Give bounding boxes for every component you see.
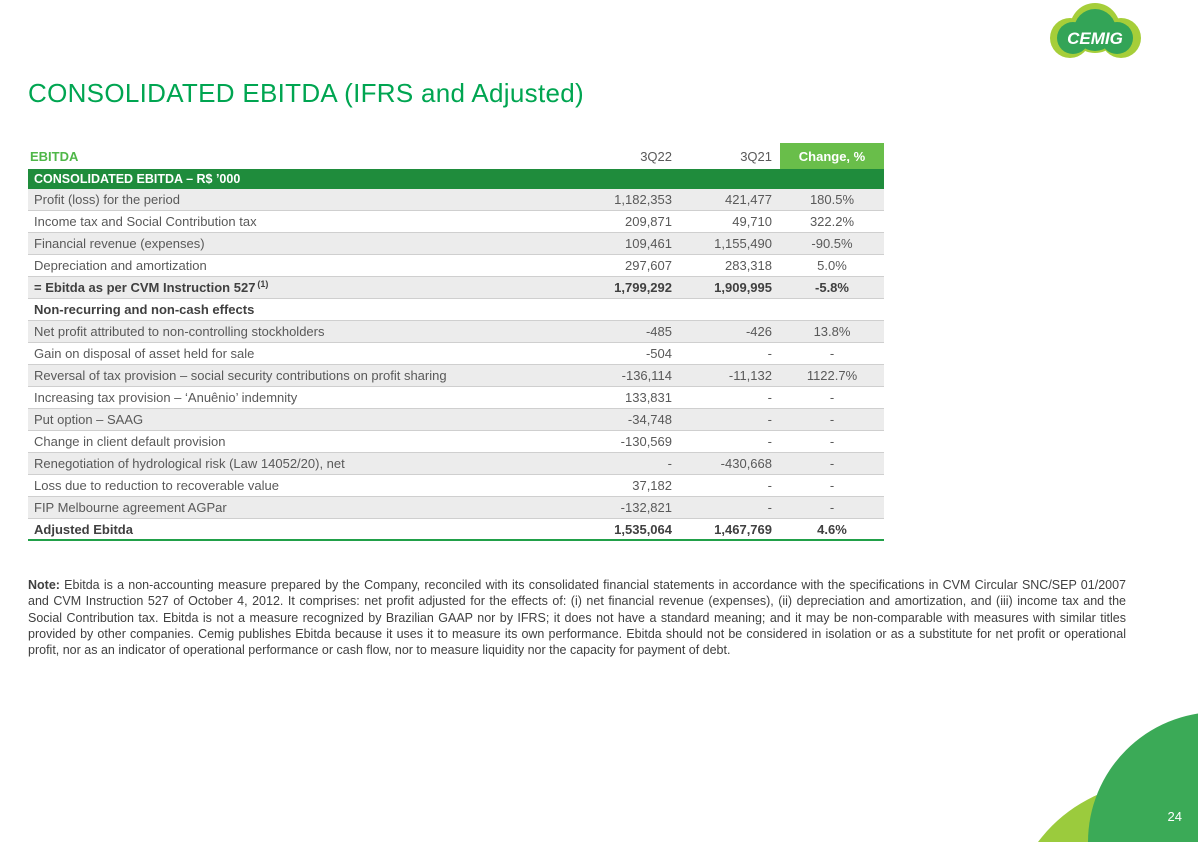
row-value-3q22: -504 bbox=[645, 346, 672, 361]
row-label: Put option – SAAG bbox=[34, 412, 144, 427]
row-value-change: 13.8% bbox=[813, 324, 851, 339]
table-row bbox=[28, 409, 884, 431]
row-value-3q22: 297,607 bbox=[625, 258, 672, 273]
row-label: = Ebitda as per CVM Instruction 527 (1) bbox=[34, 278, 269, 295]
row-value-change: - bbox=[829, 434, 835, 449]
row-value-change: - bbox=[829, 456, 835, 471]
table-header-row bbox=[28, 143, 884, 169]
row-value-change: -90.5% bbox=[811, 236, 853, 251]
table-row bbox=[28, 277, 884, 299]
row-value-3q21: 421,477 bbox=[725, 192, 772, 207]
column-header-change: Change, % bbox=[780, 143, 884, 169]
row-value-3q21: - bbox=[767, 434, 772, 449]
row-label: Gain on disposal of asset held for sale bbox=[34, 346, 255, 361]
row-value-3q22: - bbox=[667, 456, 672, 471]
row-value-3q22: 1,535,064 bbox=[614, 521, 672, 537]
row-value-3q21: - bbox=[767, 500, 772, 515]
page-title: CONSOLIDATED EBITDA (IFRS and Adjusted) bbox=[28, 78, 584, 108]
row-value-3q22 bbox=[580, 299, 680, 320]
row-label: Depreciation and amortization bbox=[34, 258, 207, 273]
row-label: Adjusted Ebitda bbox=[34, 521, 133, 537]
table-section-header: CONSOLIDATED EBITDA – R$ ’000 bbox=[28, 169, 884, 189]
row-value-3q21: 1,467,769 bbox=[714, 521, 772, 537]
row-value-change: - bbox=[829, 390, 835, 405]
row-value-change bbox=[780, 299, 884, 320]
table-row bbox=[28, 497, 884, 519]
row-value-3q21: -11,132 bbox=[728, 368, 772, 383]
table-row bbox=[28, 189, 884, 211]
column-header-3q22: 3Q22 bbox=[640, 148, 672, 164]
footnote-text: Ebitda is a non-accounting measure prepared by the Company, reconciled with its consolidated financial statements in accordance with the specifications in CVM Circular SNC/SEP 01/2007 and CVM Instruction 527 of October 4, 2012. It comprises: net profit adjusted for the effects of: (i) net financial revenue (expenses), (ii) depreciation and amortization, and (iii) income tax and the Social Contribution tax. Ebitda is not a measure recognized by Brazilian GAAP nor by IFRS; it does not have a standard meaning; and it may be non-comparable with measures with similar titles provided by other companies. Cemig publishes Ebitda because it uses it to measure its own performance. Ebitda should not be considered in isolation or as a substitute for net profit or operational profit, nor as an indicator of operational performance or cash flow, nor to measure liquidity nor the capacity for payment of debt. bbox=[28, 578, 1126, 658]
row-label: Profit (loss) for the period bbox=[34, 192, 180, 207]
cemig-logo-text: CEMIG bbox=[1067, 29, 1123, 48]
row-value-3q21: -426 bbox=[745, 324, 772, 339]
row-label: Non-recurring and non-cash effects bbox=[34, 302, 255, 317]
ebitda-table bbox=[28, 143, 884, 541]
table-row bbox=[28, 365, 884, 387]
row-value-change: 4.6% bbox=[817, 521, 847, 537]
row-value-3q22: -34,748 bbox=[627, 412, 672, 427]
table-row bbox=[28, 519, 884, 541]
row-label: FIP Melbourne agreement AGPar bbox=[34, 500, 227, 515]
row-value-3q21: - bbox=[767, 478, 772, 493]
cemig-logo-icon bbox=[1046, 2, 1144, 60]
row-label: Financial revenue (expenses) bbox=[34, 236, 205, 251]
row-value-3q21: -430,668 bbox=[720, 456, 772, 471]
row-value-change: 5.0% bbox=[817, 258, 847, 273]
row-value-change: - bbox=[829, 478, 835, 493]
footnote bbox=[28, 577, 1126, 658]
row-value-3q21: 1,909,995 bbox=[714, 280, 772, 295]
row-label: Renegotiation of hydrological risk (Law 14052/20), net bbox=[34, 456, 345, 471]
cemig-logo bbox=[1046, 2, 1144, 60]
row-label: Loss due to reduction to recoverable value bbox=[34, 478, 279, 493]
row-value-3q22: 1,799,292 bbox=[614, 280, 672, 295]
corner-decoration bbox=[968, 672, 1198, 842]
row-value-change: 322.2% bbox=[809, 214, 855, 229]
row-label: Net profit attributed to non-controlling stockholders bbox=[34, 324, 325, 339]
row-value-3q22: -485 bbox=[645, 324, 672, 339]
row-value-change: -5.8% bbox=[815, 280, 849, 295]
row-value-3q21: 49,710 bbox=[732, 214, 772, 229]
row-value-3q21: - bbox=[767, 346, 772, 361]
table-row bbox=[28, 299, 884, 321]
table-row bbox=[28, 255, 884, 277]
row-value-3q21: 283,318 bbox=[725, 258, 772, 273]
row-value-3q21: - bbox=[767, 412, 772, 427]
row-value-3q21 bbox=[680, 299, 780, 320]
table-row bbox=[28, 453, 884, 475]
table-row bbox=[28, 387, 884, 409]
row-value-3q22: -136,114 bbox=[621, 368, 672, 383]
table-title: EBITDA bbox=[30, 148, 79, 164]
row-label: Reversal of tax provision – social security contributions on profit sharing bbox=[34, 368, 447, 383]
row-label: Increasing tax provision – ‘Anuênio’ indemnity bbox=[34, 390, 298, 405]
row-value-3q22: -132,821 bbox=[620, 500, 672, 515]
row-value-change: - bbox=[829, 500, 835, 515]
column-header-3q21: 3Q21 bbox=[740, 148, 772, 164]
row-value-3q21: - bbox=[767, 390, 772, 405]
table-row bbox=[28, 321, 884, 343]
footnote-label: Note: bbox=[28, 578, 60, 592]
row-value-change: - bbox=[829, 346, 835, 361]
row-label: Change in client default provision bbox=[34, 434, 226, 449]
table-row bbox=[28, 343, 884, 365]
row-value-3q22: 209,871 bbox=[625, 214, 672, 229]
row-value-change: - bbox=[829, 412, 835, 427]
row-value-3q22: -130,569 bbox=[620, 434, 672, 449]
row-value-change: 1122.7% bbox=[806, 368, 858, 383]
row-value-change: 180.5% bbox=[809, 192, 855, 207]
row-value-3q22: 37,182 bbox=[632, 478, 672, 493]
table-body bbox=[28, 189, 884, 541]
row-value-3q21: 1,155,490 bbox=[714, 236, 772, 251]
table-row bbox=[28, 233, 884, 255]
row-value-3q22: 133,831 bbox=[625, 390, 672, 405]
table-row bbox=[28, 211, 884, 233]
page-number: 24 bbox=[1167, 809, 1182, 824]
row-value-3q22: 1,182,353 bbox=[614, 192, 672, 207]
row-value-3q22: 109,461 bbox=[625, 236, 672, 251]
row-label: Income tax and Social Contribution tax bbox=[34, 214, 257, 229]
table-row bbox=[28, 475, 884, 497]
table-row bbox=[28, 431, 884, 453]
